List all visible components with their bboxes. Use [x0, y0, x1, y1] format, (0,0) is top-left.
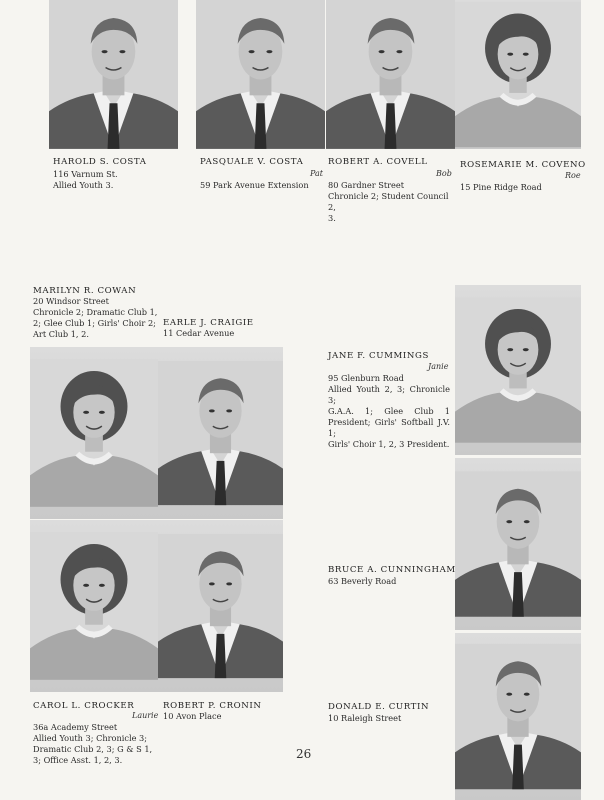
student-nickname: Pat — [310, 169, 324, 178]
portrait-image — [196, 0, 325, 149]
photo-bruce-cunningham — [455, 458, 581, 630]
portrait-image — [49, 0, 178, 149]
portrait-image — [455, 458, 581, 630]
student-name: ROSEMARIE M. COVENO — [460, 160, 586, 170]
student-name: DONALD E. CURTIN — [328, 702, 430, 712]
student-details: 59 Park Avenue Extension — [200, 180, 309, 190]
student-nickname: Roe — [565, 171, 581, 180]
photo-jane-cummings — [455, 285, 581, 455]
portrait-image — [30, 520, 158, 692]
photo-robert-cronin — [158, 520, 283, 692]
student-name: MARILYN R. COWAN — [33, 286, 137, 296]
student-details: 10 Avon Place — [163, 711, 222, 721]
photo-earle-craigie — [158, 347, 283, 519]
portrait-image — [455, 0, 581, 149]
photo-carol-crocker — [30, 520, 158, 692]
student-nickname: Laurie — [132, 711, 159, 720]
portrait-image — [30, 347, 158, 519]
photo-pasquale-costa — [196, 0, 325, 149]
student-name: EARLE J. CRAIGIE — [163, 318, 254, 328]
photo-harold-costa — [49, 0, 178, 149]
student-details: 15 Pine Ridge Road — [460, 182, 542, 192]
student-name: BRUCE A. CUNNINGHAM — [328, 565, 456, 575]
student-name: ROBERT P. CRONIN — [163, 701, 262, 711]
student-details: 36a Academy Street Allied Youth 3; Chronicle 3; Dramatic Club 2, 3; G & S 1, 3; Office Asst. 1, 2, 3. — [33, 722, 153, 765]
photo-robert-covell — [326, 0, 455, 149]
page-number: 26 — [296, 747, 312, 761]
student-nickname: Janie — [428, 362, 449, 371]
photo-donald-curtin — [455, 633, 581, 800]
student-name: CAROL L. CROCKER — [33, 701, 135, 711]
portrait-image — [455, 285, 581, 455]
student-name: JANE F. CUMMINGS — [328, 351, 429, 361]
student-details: 63 Beverly Road — [328, 576, 397, 586]
portrait-image — [158, 347, 283, 519]
photo-rosemarie-coveno — [455, 0, 581, 149]
student-name: PASQUALE V. COSTA — [200, 157, 304, 167]
portrait-image — [326, 0, 455, 149]
photo-marilyn-cowan — [30, 347, 158, 519]
student-name: HAROLD S. COSTA — [53, 157, 147, 167]
student-details: 11 Cedar Avenue — [163, 328, 235, 338]
student-details: 10 Raleigh Street — [328, 713, 402, 723]
student-name: ROBERT A. COVELL — [328, 157, 428, 167]
portrait-image — [455, 633, 581, 800]
student-nickname: Bob — [436, 169, 452, 178]
student-details: 20 Windsor Street Chronicle 2; Dramatic Club 1, 2; Glee Club 1; Girls' Choir 2; Art Club 1, 2. — [33, 296, 158, 339]
student-details: 116 Varnum St. Allied Youth 3. — [53, 169, 118, 190]
student-details: 95 Glenburn Road Allied Youth 2, 3; Chronicle 3; G.A.A. 1; Glee Club 1 President; Girls' Softball J.V. 1; Girls' Choir 1, 2, 3 President. — [328, 373, 450, 449]
portrait-image — [158, 520, 283, 692]
student-details: 80 Gardner Street Chronicle 2; Student Council 2, 3. — [328, 180, 449, 223]
